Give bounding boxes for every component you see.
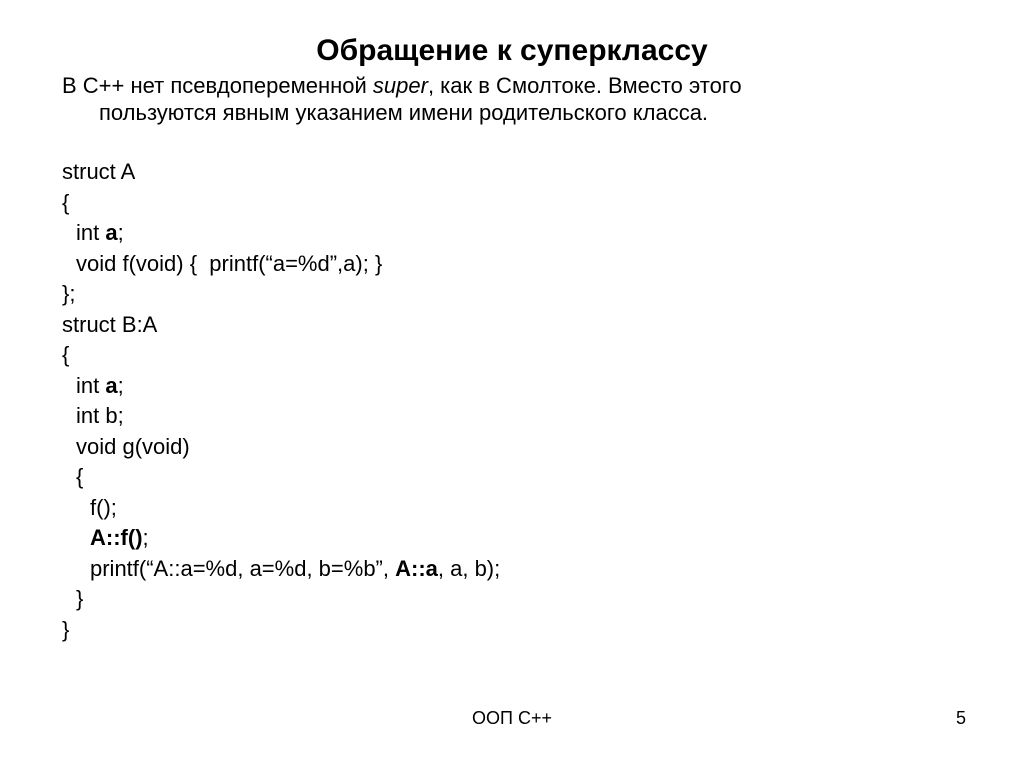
code-line: } bbox=[76, 586, 84, 611]
code-line bbox=[62, 218, 500, 249]
footer-label: ООП С++ bbox=[472, 708, 552, 728]
page-number: 5 bbox=[955, 708, 966, 728]
code-line: void f(void) { printf(“a=%d”,a); } bbox=[76, 250, 383, 276]
code-line: struct B:A bbox=[62, 311, 158, 337]
intro-paragraph bbox=[62, 72, 962, 126]
code-line: struct A bbox=[62, 159, 136, 184]
code-line: { bbox=[76, 464, 84, 489]
code-text: int bbox=[76, 372, 106, 398]
code-text: ; bbox=[117, 372, 124, 398]
code-text: int bbox=[76, 220, 106, 245]
code-line: { bbox=[62, 342, 70, 367]
code-text: ; bbox=[117, 220, 124, 245]
slide-title: Обращение к суперклассу bbox=[316, 34, 708, 67]
intro-line-1 bbox=[62, 72, 962, 99]
code-block bbox=[62, 157, 500, 645]
code-bold-text: A::a bbox=[395, 555, 438, 581]
code-text: printf(“A::a=%d, a=%d, b=%b”, bbox=[90, 555, 396, 581]
code-bold-text: a bbox=[105, 372, 118, 398]
intro-text-end: , как в Смолтоке. Вместо этого bbox=[427, 73, 742, 98]
code-line: }; bbox=[62, 281, 76, 306]
code-line: { bbox=[62, 189, 70, 215]
code-line bbox=[62, 523, 500, 554]
intro-keyword-super: super bbox=[372, 73, 428, 98]
code-text: , a, b); bbox=[437, 555, 501, 581]
code-line bbox=[62, 554, 500, 585]
code-line: int b; bbox=[76, 403, 124, 428]
code-bold-text: a bbox=[105, 220, 118, 245]
code-line bbox=[62, 371, 500, 402]
intro-text-start: В С++ нет псевдопеременной bbox=[62, 73, 373, 98]
code-line: void g(void) bbox=[76, 433, 190, 459]
code-text: ; bbox=[142, 525, 149, 550]
intro-line-2: пользуются явным указанием имени родительского класса. bbox=[99, 100, 709, 125]
code-line: } bbox=[62, 616, 70, 642]
code-line: f(); bbox=[90, 494, 117, 520]
code-bold-text: A::f() bbox=[90, 525, 143, 550]
